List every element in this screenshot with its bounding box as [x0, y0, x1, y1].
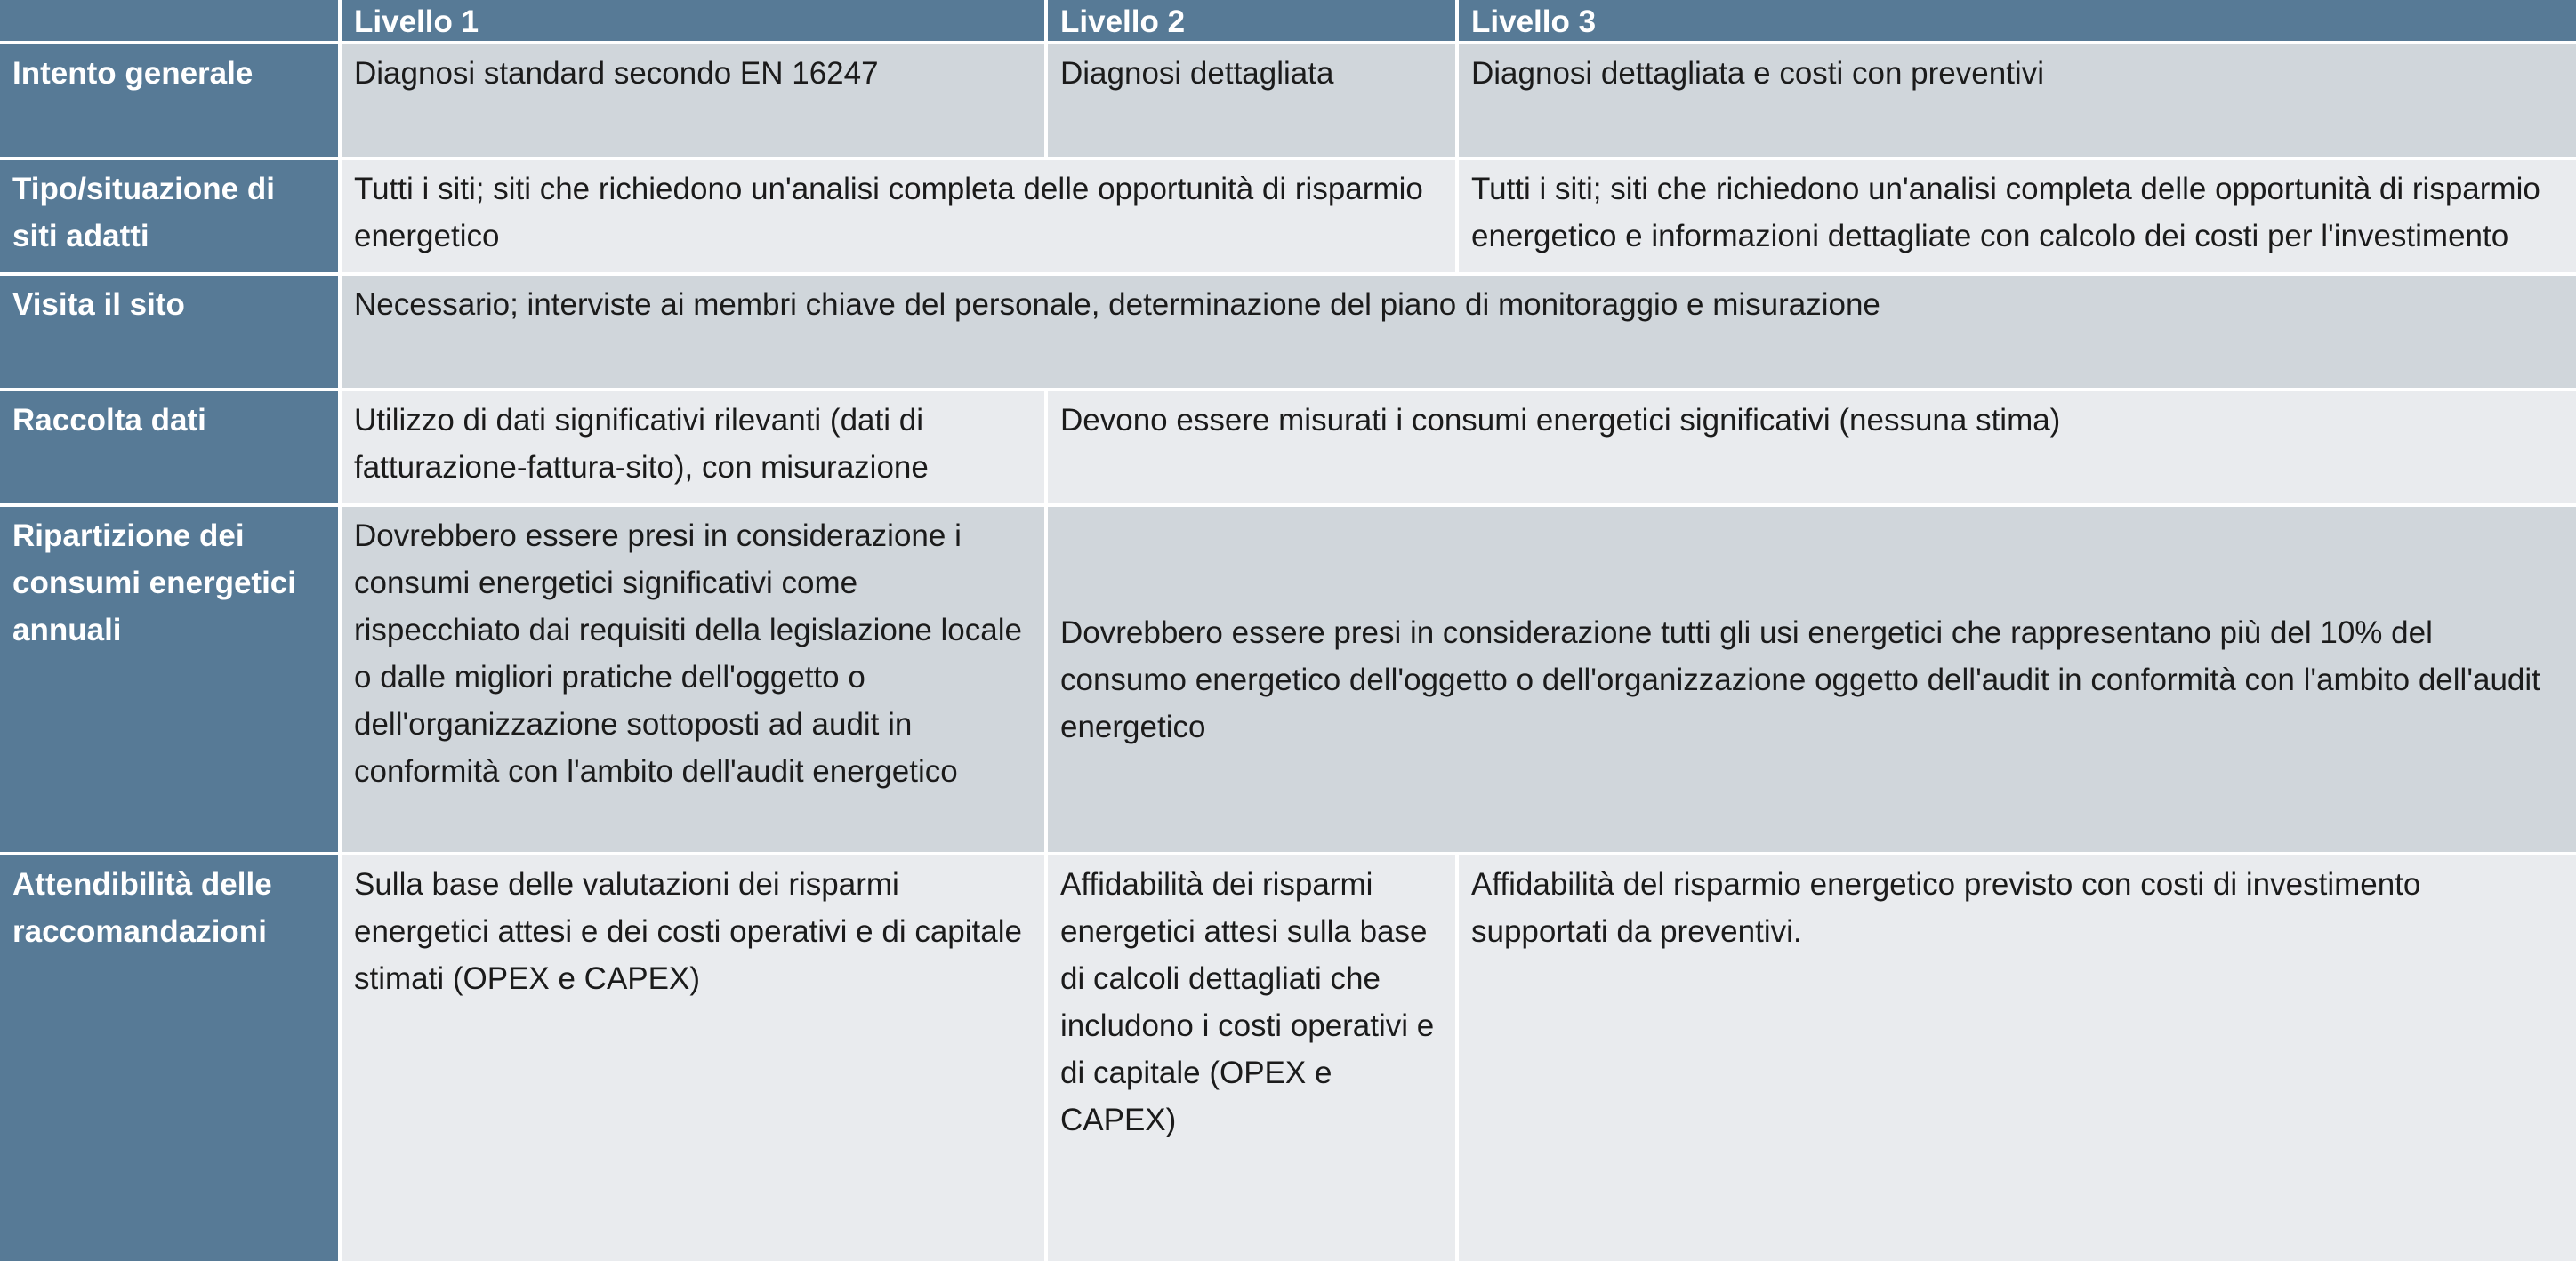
- data-collection-level-1: Utilizzo di dati significativi rilevanti (dati di fatturazione-fattura-sito), con misurazione: [342, 391, 1048, 507]
- site-type-level-3: Tutti i siti; siti che richiedono un'analisi completa delle opportunità di risparmio energetico e informazioni dettagliate con calcolo dei costi per l'investimento: [1459, 160, 2576, 276]
- header-corner-cell: [0, 0, 342, 44]
- intent-level-1: Diagnosi standard secondo EN 16247: [342, 44, 1048, 160]
- breakdown-level-2-3: Dovrebbero essere presi in considerazione tutti gli usi energetici che rappresentano più del 10% del consumo energetico dell'oggetto o dell'organizzazione oggetto dell'audit in conformità con l'ambito dell'audit energetico: [1060, 614, 2540, 744]
- breakdown-level-1: Dovrebbero essere presi in considerazione i consumi energetici significativi come rispecchiato dai requisiti della legislazione locale o dalle migliori pratiche dell'oggetto o dell'organizzazione sottoposti ad audit in conformità con l'ambito dell'audit energetico: [342, 507, 1048, 855]
- row-label-site-type: Tipo/situazione di siti adatti: [0, 160, 342, 276]
- row-label-reliability: Attendibilità delle raccomandazioni: [0, 855, 342, 1261]
- reliability-level-1: Sulla base delle valutazioni dei risparmi energetici attesi e dei costi operativi e di capitale stimati (OPEX e CAPEX): [342, 855, 1048, 1261]
- breakdown-level-2-3-cell: [1048, 507, 2576, 855]
- intent-level-3: Diagnosi dettagliata e costi con preventivi: [1459, 44, 2576, 160]
- header-level-3: Livello 3: [1459, 0, 2576, 44]
- data-collection-level-2-3: Devono essere misurati i consumi energetici significativi (nessuna stima): [1048, 391, 2576, 507]
- site-visit-all-levels: Necessario; interviste ai membri chiave del personale, determinazione del piano di monitoraggio e misurazione: [342, 276, 2576, 391]
- row-label-intent: Intento generale: [0, 44, 342, 160]
- header-level-1: Livello 1: [342, 0, 1048, 44]
- row-label-data-collection: Raccolta dati: [0, 391, 342, 507]
- row-label-breakdown: Ripartizione dei consumi energetici annuali: [0, 507, 342, 855]
- site-type-level-1-2: Tutti i siti; siti che richiedono un'analisi completa delle opportunità di risparmio energetico: [342, 160, 1459, 276]
- reliability-level-3: Affidabilità del risparmio energetico previsto con costi di investimento supportati da preventivi.: [1459, 855, 2576, 1261]
- intent-level-2: Diagnosi dettagliata: [1048, 44, 1459, 160]
- reliability-level-2: Affidabilità dei risparmi energetici attesi sulla base di calcoli dettagliati che includono i costi operativi e di capitale (OPEX e CAPEX): [1048, 855, 1459, 1261]
- row-label-site-visit: Visita il sito: [0, 276, 342, 391]
- header-level-2: Livello 2: [1048, 0, 1459, 44]
